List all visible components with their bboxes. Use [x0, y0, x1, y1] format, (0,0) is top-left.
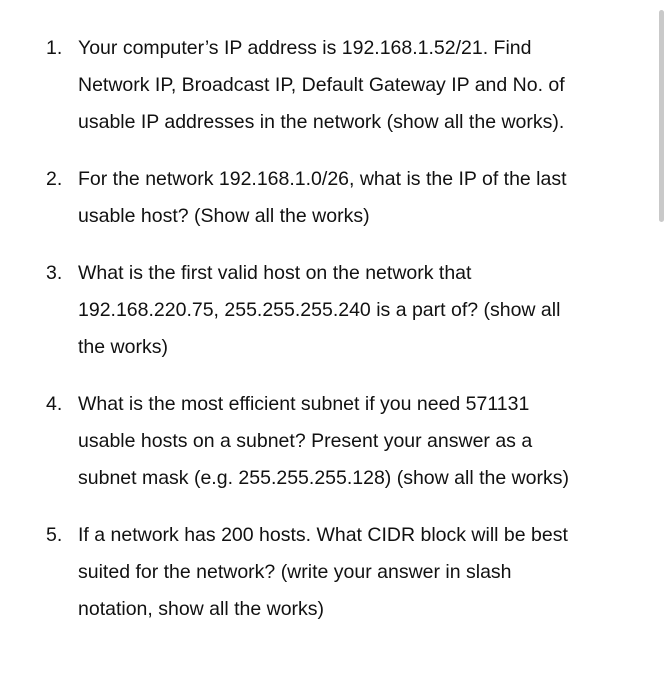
question-number: 3. — [46, 262, 63, 284]
question-text-line: If a network has 200 hosts. What CIDR block will be best — [78, 524, 568, 546]
question-item — [0, 517, 640, 628]
question-text-line: Your computer’s IP address is 192.168.1.52/21. Find — [78, 37, 532, 59]
question-number: 5. — [46, 524, 63, 546]
question-text-line: What is the first valid host on the network that — [78, 262, 472, 284]
question-text-line: For the network 192.168.1.0/26, what is the IP of the last — [78, 168, 567, 190]
question-item — [0, 30, 640, 141]
question-text-line: subnet mask (e.g. 255.255.255.128) (show all the works) — [78, 467, 570, 489]
question-text-line: Network IP, Broadcast IP, Default Gateway IP and No. of — [78, 74, 565, 96]
question-list — [0, 30, 640, 648]
question-item — [0, 386, 640, 497]
question-number: 1. — [46, 37, 63, 59]
question-text-line: notation, show all the works) — [78, 598, 325, 620]
question-text-line: What is the most efficient subnet if you need 571131 — [78, 393, 530, 415]
question-text-line: suited for the network? (write your answer in slash — [78, 561, 512, 583]
question-text-line: usable hosts on a subnet? Present your answer as a — [78, 430, 533, 452]
question-item — [0, 255, 640, 366]
question-text-line: usable host? (Show all the works) — [78, 205, 370, 227]
question-item — [0, 161, 640, 235]
question-text-line: the works) — [78, 336, 168, 358]
scrollbar-thumb[interactable] — [659, 10, 664, 222]
vertical-scrollbar[interactable] — [655, 0, 667, 700]
question-number: 2. — [46, 168, 63, 190]
question-text-line: usable IP addresses in the network (show all the works). — [78, 111, 565, 133]
question-number: 4. — [46, 393, 63, 415]
question-text-line: 192.168.220.75, 255.255.255.240 is a part of? (show all — [78, 299, 561, 321]
